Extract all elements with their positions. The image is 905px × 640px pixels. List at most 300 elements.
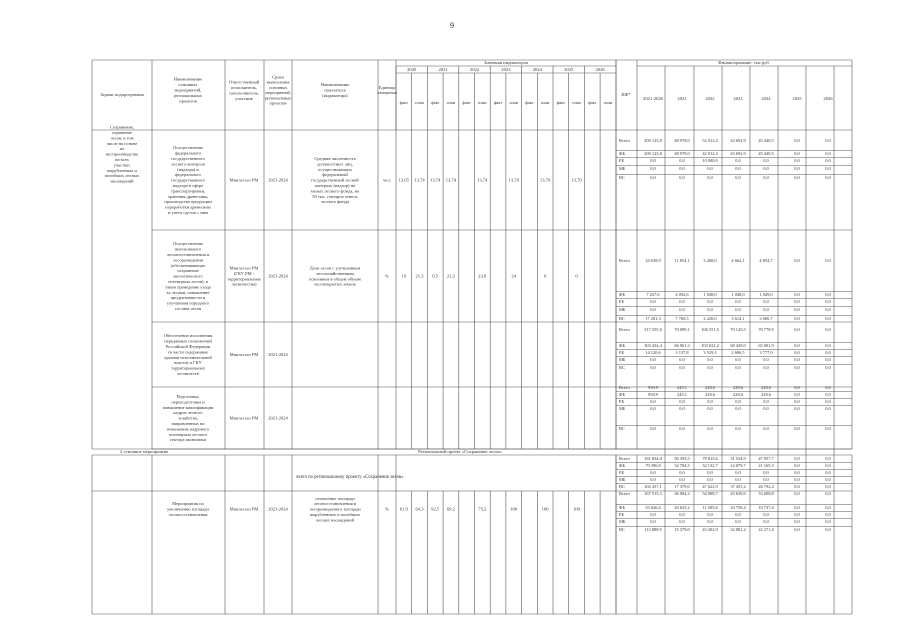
fin-value: 3 777,0 [759, 350, 773, 355]
indicator-value: 64,3 [415, 506, 424, 512]
fin-value: 26 792,4 [758, 484, 774, 489]
fin-source: Всего [619, 491, 630, 496]
fin-value: 0,0 [735, 426, 741, 431]
fin-value: 228,6 [761, 392, 771, 397]
fin-value: 228,6 [733, 392, 743, 397]
fin-value: 17 379,0 [674, 484, 690, 489]
terms-text: 2021-2024 [268, 415, 288, 421]
fin-source: ФБ [619, 392, 625, 397]
activity-text: лесничеств [177, 370, 199, 376]
fin-value: 0,0 [679, 477, 685, 482]
fin-value: 0,0 [735, 175, 741, 180]
indicator-value: 24 [511, 273, 516, 279]
fin-value: 0,0 [825, 519, 831, 524]
fin-source: ВС [619, 175, 625, 180]
fin-value: 0,0 [794, 385, 800, 390]
header-fin-year: 2026 [823, 96, 833, 101]
fin-value: 0,0 [794, 456, 800, 461]
fin-value: 0,0 [794, 175, 800, 180]
fin-source: МБ [619, 307, 626, 312]
fin-value: 65 001,9 [758, 343, 774, 348]
fin-value: 24 638,9 [645, 258, 661, 263]
activity-text: Российской Федерации [165, 343, 211, 349]
task-text: охранение [112, 129, 132, 135]
fin-value: 0,0 [794, 327, 800, 332]
header-terms: Сроки [272, 74, 284, 80]
header-planfact: факт [525, 100, 534, 105]
fin-value: 0,0 [794, 365, 800, 370]
activity-text: Обеспечение исполнения [163, 333, 213, 339]
fin-value: 0,0 [707, 470, 713, 475]
fin-value: 7 760,5 [675, 316, 689, 321]
fin-value: 43 692,9 [730, 151, 746, 156]
fin-value: 15 379,0 [674, 527, 690, 532]
header-year: 2023 [501, 67, 511, 72]
fin-source: ФБ [619, 343, 625, 348]
fin-source: МБ [619, 166, 626, 171]
fin-value: 0,0 [763, 519, 769, 524]
fin-value: 0,0 [825, 292, 831, 297]
header-year: 2025 [564, 67, 574, 72]
indicator-text: лесных насаждений [315, 517, 355, 523]
fin-value: 0,0 [763, 365, 769, 370]
fin-value: 37 455,2 [730, 484, 746, 489]
fin-value: 0,0 [735, 166, 741, 171]
fin-value: 0,0 [650, 307, 656, 312]
fin-value: 0,0 [707, 512, 713, 517]
fin-value: 958,9 [648, 392, 658, 397]
fin-value: 10 758,4 [730, 505, 746, 510]
fin-value: 0,0 [825, 392, 831, 397]
indicator-text: 50 тыс. гектаров земель [312, 193, 358, 199]
header-responsible: Ответственный [228, 79, 260, 85]
fin-value: 7 237,6 [646, 292, 660, 297]
fin-value: 43 639,6 [730, 491, 746, 496]
indicator-value: 0,5 [432, 273, 439, 279]
header-planfact: факт [431, 100, 440, 105]
fin-value: 0,0 [679, 166, 685, 171]
indicator-text: осуществляющих [318, 166, 352, 172]
fin-value: 0,0 [679, 307, 685, 312]
fin-value: 2 220,0 [703, 316, 717, 321]
indicator-value: 100 [510, 506, 518, 512]
fin-value: 10 000,0 [702, 158, 718, 163]
fin-value: 45 440,5 [758, 151, 774, 156]
fin-value: 0,0 [735, 158, 741, 163]
fin-value: 0,0 [650, 299, 656, 304]
fin-value: 3 614,1 [731, 316, 745, 321]
fin-value: 0,0 [825, 299, 831, 304]
fin-value: 0,0 [763, 175, 769, 180]
indicator-text: Средняя численность [314, 155, 356, 161]
fin-value: 0,0 [794, 477, 800, 482]
header-year: 2026 [595, 67, 605, 72]
fin-value: 11 854,1 [674, 258, 690, 263]
fin-value: 54 808,7 [702, 491, 718, 496]
fin-value: 0,0 [825, 399, 831, 404]
fin-value: 317 555,0 [644, 327, 662, 332]
fin-value: 43 692,9 [730, 138, 746, 143]
activity-text: интенсивного [174, 246, 202, 252]
fin-value: 0,0 [794, 505, 800, 510]
activity-text: (в части содержания [168, 349, 208, 355]
fin-value: 0,0 [794, 512, 800, 517]
fin-source: ВС [619, 365, 625, 370]
task-text: участках [113, 162, 131, 168]
fin-value: 0,0 [679, 519, 685, 524]
fin-value: 0,0 [763, 406, 769, 411]
fin-value: 0,0 [825, 138, 831, 143]
activity-text: переданных полномочий [164, 338, 212, 344]
fin-source: РБ [619, 470, 624, 475]
task-text: насаждений [110, 178, 134, 184]
activity-text: Осуществление [172, 145, 204, 151]
fin-source: ВС [619, 484, 625, 489]
header-finance-group: Финансирование, тыс.руб. [718, 60, 770, 65]
fin-value: 0,0 [825, 365, 831, 370]
fin-value: 0,0 [650, 406, 656, 411]
fin-value: 245,1 [677, 385, 687, 390]
fin-value: 0,0 [825, 512, 831, 517]
fin-value: 0,0 [735, 399, 741, 404]
project-total-label: всего по региональному проекту «Сохранение лесов» [296, 475, 404, 480]
page-number: 9 [450, 21, 454, 30]
fin-source: МБ [619, 406, 626, 411]
fin-value: 0,0 [763, 166, 769, 171]
fin-value: 0,0 [763, 426, 769, 431]
indicator-text: лесопокрытых земель [313, 281, 357, 287]
fin-value: 228,6 [761, 385, 771, 390]
fin-value: 0,0 [650, 477, 656, 482]
header-planfact: факт [493, 100, 503, 105]
header-responsible: соисполнитель, [228, 90, 260, 96]
fin-value: 0,0 [825, 484, 831, 489]
header-fin-year: 2025 [792, 96, 802, 101]
activity-text: переподготовка и [171, 399, 205, 405]
header-fin-year: 2022 [705, 96, 715, 101]
fin-value: 0,0 [707, 357, 713, 362]
activity-text: производства продукции [164, 199, 212, 205]
header-responsible: исполнитель, [231, 84, 257, 90]
indicator-text: малых лесного фонда, на [310, 188, 360, 194]
fin-value: 79 396,9 [645, 463, 661, 468]
fin-source: Всего [619, 385, 630, 390]
fin-value: 0,0 [794, 151, 800, 156]
responsible-text: Минлесхоз РМ [229, 506, 259, 512]
fin-value: 0,0 [679, 512, 685, 517]
fin-value: 103 022,2 [701, 343, 719, 348]
fin-value: 4 662,1 [731, 258, 745, 263]
fin-source: ФБ [619, 292, 625, 297]
responsible-text: территориальные [227, 276, 261, 282]
header-planfact: план [603, 100, 613, 105]
header-indicator: (индикатора) [322, 93, 348, 99]
indicator-text: Доля лесов с улучшенным [309, 265, 361, 271]
header-activity: проектов [179, 98, 197, 104]
fin-value: 0,0 [763, 512, 769, 517]
fin-value: 0,0 [735, 477, 741, 482]
activity-text: хозяйства, [178, 415, 198, 421]
activity-text: переработки древесины [165, 204, 211, 210]
fin-value: 0,0 [825, 426, 831, 431]
indicator-text: должностных лиц, [317, 161, 353, 167]
fin-value: 0,0 [707, 477, 713, 482]
header-planfact: факт [399, 100, 408, 105]
unit-text: чел. [383, 177, 391, 183]
fin-value: 0,0 [650, 365, 656, 370]
fin-value: 70 099,1 [674, 327, 690, 332]
fin-value: 3 137,8 [675, 350, 689, 355]
fin-value: 0,0 [650, 158, 656, 163]
activity-text: потенциала лесного [168, 431, 208, 437]
activity-text: Мероприятия по [172, 501, 204, 507]
fin-value: 0,0 [735, 512, 741, 517]
fin-value: 66 961,3 [674, 343, 690, 348]
fin-value: 245,1 [677, 392, 687, 397]
indicator-value: 0 [575, 273, 578, 279]
activity-text: сектора экономики [169, 437, 207, 443]
fin-value: 0,0 [679, 470, 685, 475]
fin-value: 0,0 [763, 470, 769, 475]
fin-value: 0,0 [825, 316, 831, 321]
fin-value: 45 440,5 [758, 138, 774, 143]
fin-value: 2 686,5 [731, 350, 745, 355]
fin-value: 0,0 [825, 463, 831, 468]
fin-value: 0,0 [794, 426, 800, 431]
header-activity: Наименование [173, 76, 203, 82]
fin-value: 0,0 [794, 484, 800, 489]
fin-value: 43 302,9 [702, 527, 718, 532]
fin-value: 0,0 [763, 299, 769, 304]
fin-value: 0,0 [679, 426, 685, 431]
header-activity: региональных [174, 93, 202, 99]
fin-value: 0,0 [735, 470, 741, 475]
activity-text: лесовосстановления [168, 511, 208, 517]
fin-value: 0,0 [650, 166, 656, 171]
indicator-text: отношение площади [315, 495, 355, 501]
fin-value: 0,0 [825, 307, 831, 312]
fin-value: 3 606,7 [759, 316, 773, 321]
activity-text: лесовосстановления и [166, 251, 210, 257]
activity-text: повышение кадрового [166, 426, 210, 432]
activity-text: лесного контроля [171, 161, 205, 167]
fin-value: 70 778,9 [758, 327, 774, 332]
task-text: на всех [115, 156, 129, 162]
fin-value: 0,0 [735, 307, 741, 312]
fin-value: 0,0 [794, 299, 800, 304]
fin-value: 0,0 [650, 470, 656, 475]
fin-value: 1 049,0 [759, 292, 773, 297]
fin-source: ВС [619, 426, 625, 431]
fin-source: ФБ [619, 505, 625, 510]
header-terms: региональных [264, 95, 292, 101]
header-ifi: ИФ* [621, 92, 631, 97]
fin-value: 958,9 [648, 385, 658, 390]
fin-value: 0,0 [825, 357, 831, 362]
header-terms: проектов [269, 100, 287, 106]
fin-value: 0,0 [679, 175, 685, 180]
fin-source: ВС [619, 527, 625, 532]
indicator-value: 100 [573, 506, 580, 512]
indicator-value: 75,2 [478, 506, 487, 512]
fin-value: 0,0 [825, 491, 831, 496]
header-planfact: план [415, 100, 424, 105]
fin-value: 0,0 [707, 307, 713, 312]
header-activity: мероприятий, [174, 87, 202, 93]
fin-value: 4 092,6 [675, 292, 689, 297]
activity-text: органов исполнительной [164, 354, 212, 360]
fin-source: ФБ [619, 463, 625, 468]
indicator-value: 92,5 [431, 506, 440, 512]
fin-value: 4 854,7 [759, 258, 773, 263]
indicator-value: 13,70 [539, 177, 551, 183]
activity-text: государственного [171, 155, 205, 161]
fin-value: 0,0 [707, 299, 713, 304]
indicator-value: 13,74 [445, 177, 457, 183]
fin-value: 0,0 [794, 470, 800, 475]
fin-value: 0,0 [650, 357, 656, 362]
fin-value: 47 957,7 [758, 456, 774, 461]
responsible-text: (ГКУ РМ - [233, 270, 255, 276]
responsible-text: лесничества) [231, 281, 257, 287]
fin-value: 21 165,3 [758, 463, 774, 468]
fin-value: 47 622,9 [702, 484, 718, 489]
fin-value: 0,0 [707, 175, 713, 180]
activity-text: власти) и ГКУ [174, 360, 202, 366]
fin-value: 1 048,0 [703, 292, 717, 297]
fin-value: 0,0 [794, 138, 800, 143]
fin-value: 0,0 [794, 527, 800, 532]
fin-source: РБ [619, 158, 624, 163]
fin-value: 0,0 [825, 477, 831, 482]
fin-value: 20 625,2 [674, 505, 690, 510]
header-year: 2022 [469, 67, 480, 72]
fin-value: 102 437,1 [644, 484, 662, 489]
header-task: Задачи подпрограммы [100, 92, 144, 97]
fin-source: ВС [619, 316, 625, 321]
indicator-text: федеральный [322, 172, 348, 178]
responsible-text: Минлесхоз РМ [229, 415, 259, 421]
task-text: числе на основе [106, 140, 138, 146]
responsible-text: Минлесхоз РМ [229, 177, 259, 183]
fin-value: 0,0 [735, 406, 741, 411]
fin-value: 1 048,0 [731, 292, 745, 297]
fin-value: 50 393,5 [674, 456, 690, 461]
fin-value: 0,0 [794, 463, 800, 468]
task-text: лесов, в том [110, 135, 134, 141]
fin-source: РБ [619, 399, 624, 404]
fin-value: 0,0 [794, 307, 800, 312]
header-planfact: факт [462, 100, 471, 105]
fin-value: 52 012,4 [702, 138, 718, 143]
fin-value: 10 737,4 [758, 505, 774, 510]
fin-value: 0,0 [735, 357, 741, 362]
activity-text: экологического [173, 273, 203, 279]
fin-value: 0,0 [825, 350, 831, 355]
fin-value: 0,0 [650, 426, 656, 431]
fin-value: 0,0 [763, 477, 769, 482]
fin-source: Всего [619, 456, 630, 461]
fin-value: 0,0 [825, 158, 831, 163]
header-year: 2021 [438, 67, 448, 72]
task-text: воспроизводства [105, 151, 139, 157]
fin-value: 113 888,9 [644, 527, 662, 532]
header-planfact: факт [588, 100, 597, 105]
fin-value: 0,0 [679, 406, 685, 411]
activity-text: федерального [174, 172, 202, 178]
task-text: их [119, 146, 125, 152]
indicator-value: 23,8 [478, 273, 487, 279]
terms-text: 2021-2024 [268, 506, 288, 512]
fin-value: 48 978,0 [674, 151, 690, 156]
fin-value: 0,0 [650, 512, 656, 517]
indicator-text: государственный лесной [311, 177, 359, 183]
fin-value: 0,0 [707, 426, 713, 431]
header-fin-year: 2021 [677, 96, 687, 101]
header-terms: основных [268, 84, 288, 90]
fin-value: 0,0 [825, 406, 831, 411]
indicator-text: вырубленных и погибших [309, 511, 361, 517]
fin-value: 228,6 [705, 385, 715, 390]
fin-value: 181 834,0 [644, 456, 662, 461]
fin-source: РБ [619, 512, 624, 517]
fin-value: 0,0 [794, 166, 800, 171]
fin-value: 200 123,8 [644, 138, 662, 143]
activity-text: федерального [174, 150, 202, 156]
fin-value: 0,0 [707, 406, 713, 411]
fin-value: 0,0 [679, 299, 685, 304]
fin-value: 0,0 [794, 399, 800, 404]
responsible-text: Минлесхоз РМ [229, 352, 259, 358]
activity-text: улучшения породного [166, 300, 210, 306]
indicator-value: 13,74 [508, 177, 519, 183]
terms-text: 2021-2024 [268, 273, 288, 279]
fin-value: 0,0 [825, 175, 831, 180]
fin-value: 3 529,3 [703, 350, 717, 355]
activity-text: Осуществление [172, 241, 204, 247]
indicator-text: освоением в общем объеме [308, 276, 362, 282]
fin-value: 228,6 [733, 385, 743, 390]
activity-text: лесоразведения [173, 257, 203, 263]
fin-value: 0,0 [763, 307, 769, 312]
activity-text: Подготовка, [176, 393, 200, 399]
terms-text: 2021-2024 [268, 177, 288, 183]
fin-source: МБ [619, 357, 626, 362]
activity-text: и учета сделок с ним [167, 209, 209, 215]
header-planfact: план [446, 100, 456, 105]
task-text: Сохранение, [110, 124, 134, 130]
fin-value: 0,0 [794, 258, 800, 263]
header-planfact: факт [556, 100, 565, 105]
activity-text: за лесами, повышение [166, 289, 210, 295]
fin-value: 14 079,7 [730, 463, 746, 468]
fin-value: 0,0 [794, 158, 800, 163]
fin-value: 32 132,7 [702, 463, 718, 468]
fin-value: 0,0 [794, 292, 800, 297]
indicator-value: 13,74 [430, 177, 441, 183]
activity-text: (обеспечивающих [170, 262, 206, 268]
indicator-value: 0 [543, 273, 547, 279]
indicator-text: лесохозяйственным [316, 270, 354, 276]
activity-text: (надзора) и [177, 166, 199, 172]
fin-source: МБ [619, 519, 626, 524]
fin-value: 0,0 [825, 385, 831, 390]
header-fin-year: 2021-2026 [643, 96, 663, 101]
fin-value: 42 012,4 [702, 151, 718, 156]
fin-value: 0,0 [763, 399, 769, 404]
fin-value: 0,0 [650, 175, 656, 180]
fin-value: 106 551,5 [701, 327, 719, 332]
